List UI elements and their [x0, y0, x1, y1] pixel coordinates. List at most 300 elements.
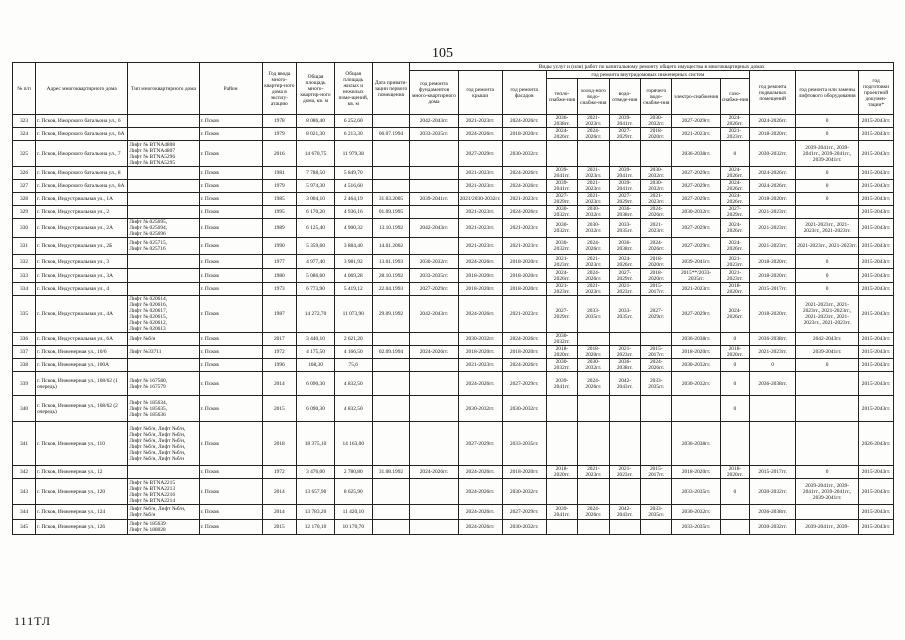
row-area-living: 11 073,90 — [334, 296, 372, 333]
row-number: 334 — [13, 283, 36, 296]
row-heating: 2024-2026гг. — [546, 128, 577, 141]
row-number: 327 — [13, 180, 36, 193]
row-facade: 2018-2020гг. — [502, 346, 546, 359]
row-foundation — [410, 479, 458, 505]
row-facade: 2030-2032гг. — [502, 520, 546, 535]
row-sewer: 2036-2038гг. — [609, 359, 640, 372]
row-facade: 2021-2023гг. — [502, 219, 546, 238]
row-electric: 2018-2020гг. — [672, 346, 720, 359]
row-hot-water — [641, 333, 672, 346]
row-electric: 2018-2020гг. — [672, 466, 720, 479]
row-type — [128, 466, 199, 479]
row-district: г. Псков — [199, 333, 262, 346]
row-district: г. Псков — [199, 396, 262, 422]
row-area-total: 14 272,70 — [297, 296, 335, 333]
row-sewer: 2027-2029гг. — [609, 128, 640, 141]
row-privatization-date — [372, 359, 410, 372]
row-electric: 2027-2029гг. — [672, 238, 720, 255]
row-area-total: 3 440,10 — [297, 333, 335, 346]
row-gas: 2024-2026гг. — [720, 193, 749, 206]
row-facade: 2030-2032гг. — [502, 141, 546, 167]
row-sewer: 2021-2023гг. — [609, 466, 640, 479]
row-type: Лифт №б/н, Лифт №б/н, Лифт №б/н — [128, 505, 199, 520]
row-address: г. Псков, Инженерная ул., 110 — [36, 422, 128, 466]
row-heating: 2030-2032гг. — [546, 206, 577, 219]
row-area-living: 4 069,28 — [334, 269, 372, 283]
row-type: Лифт № BTNA2215 Лифт № BTNA2213 Лифт № BTNA2216 Лифт № BTNA2214 — [128, 479, 199, 505]
row-privatization-date — [372, 396, 410, 422]
row-district: г. Псков — [199, 269, 262, 283]
row-cold-water: 2021-2023гг. — [578, 255, 609, 269]
row-gas: 0 — [720, 372, 749, 396]
row-docs: 2015-2043гг. — [859, 479, 894, 505]
row-privatization-date — [372, 141, 410, 167]
row-year: 2014 — [262, 505, 297, 520]
row-heating — [546, 141, 577, 167]
header-heating: тепло-снабже-ния — [546, 79, 577, 115]
row-address: г. Псков, Индустриальная ул., 1А — [36, 193, 128, 206]
row-address: г. Псков, Инженерная ул., 100А — [36, 359, 128, 372]
row-area-total: 4 977,40 — [297, 255, 335, 269]
table-row — [13, 193, 894, 206]
row-privatization-date: 13.01.1993 — [372, 255, 410, 269]
header-inner-systems: год ремонта внутридомовых инженерных систем — [546, 71, 749, 79]
row-area-living: 6 213,30 — [334, 128, 372, 141]
row-basement: 0 — [750, 359, 796, 372]
header-sewer: водо-отведе-ния — [609, 79, 640, 115]
row-facade: 2018-2020гг. — [502, 269, 546, 283]
row-basement: 2024-2026гг. — [750, 115, 796, 128]
row-electric: 2027-2029гг. — [672, 296, 720, 333]
row-area-living: 10 170,70 — [334, 520, 372, 535]
row-year: 1979 — [262, 180, 297, 193]
row-sewer — [609, 422, 640, 466]
row-address: г. Псков, Индустриальная ул., 6А — [36, 333, 128, 346]
row-heating: 2039-2041гг. — [546, 167, 577, 180]
table-row — [13, 296, 894, 333]
row-docs: 2015-2043гг. — [859, 180, 894, 193]
row-type: Лифт № 025715, Лифт № 025716 — [128, 238, 199, 255]
row-facade: 2033-2035гг. — [502, 422, 546, 466]
row-type — [128, 115, 199, 128]
header-basement: год ремонта подвальных помещений — [750, 71, 796, 115]
row-gas: 2018-2020гг. — [720, 466, 749, 479]
row-roof: 2024-2026гг. — [458, 296, 502, 333]
row-area-living: 4 832,50 — [334, 372, 372, 396]
row-basement: 2018-2020гг. — [750, 128, 796, 141]
row-number: 339 — [13, 372, 36, 396]
row-facade: 2021-2023гг. — [502, 296, 546, 333]
row-hot-water: 2021-2023гг. — [641, 219, 672, 238]
row-address: г. Псков, Ижорского батальона ул., 6 — [36, 115, 128, 128]
row-basement: 2015-2017гг. — [750, 283, 796, 296]
row-docs: 2015-2043гг. — [859, 466, 894, 479]
row-electric: 2027-2029гг. — [672, 180, 720, 193]
row-docs: 2015-2043гг. — [859, 396, 894, 422]
row-district: г. Псков — [199, 180, 262, 193]
row-year: 1973 — [262, 283, 297, 296]
row-year: 1977 — [262, 255, 297, 269]
row-area-living: 4 166,50 — [334, 346, 372, 359]
row-electric: 2030-2032гг. — [672, 359, 720, 372]
row-foundation — [410, 520, 458, 535]
row-elevator: 2021-2023гг., 2021-2023гг., 2021-2023гг., 2021-2023гг., 2021-2023гг., 2021-2023гг. — [796, 296, 859, 333]
table-row — [13, 219, 894, 238]
row-area-total: 18 375,10 — [297, 422, 335, 466]
row-facade: 2027-2029гг. — [502, 505, 546, 520]
row-sewer: 2036-2038гг. — [609, 238, 640, 255]
row-hot-water: 2018-2020гг. — [641, 255, 672, 269]
table-row — [13, 466, 894, 479]
row-area-total: 5 974,30 — [297, 180, 335, 193]
row-year: 1987 — [262, 296, 297, 333]
row-address: г. Псков, Индустриальная ул., 4 — [36, 283, 128, 296]
header-hot-water: горячего водо-снабже-ния — [641, 79, 672, 115]
row-elevator: 0 — [796, 180, 859, 193]
row-gas: 0 — [720, 396, 749, 422]
row-hot-water: 2015-2017гг. — [641, 466, 672, 479]
row-basement: 2036-2038гг. — [750, 505, 796, 520]
row-roof: 2024-2026гг. — [458, 372, 502, 396]
row-year: 1985 — [262, 193, 297, 206]
row-number: 337 — [13, 346, 36, 359]
row-year: 1972 — [262, 346, 297, 359]
row-area-living: 2 780,80 — [334, 466, 372, 479]
row-number: 335 — [13, 296, 36, 333]
row-address: г. Псков, Ижорского батальона ул., 8А — [36, 180, 128, 193]
row-area-living: 4 936,16 — [334, 206, 372, 219]
row-facade: 2018-2020гг. — [502, 255, 546, 269]
row-cold-water: 2021-2023гг. — [578, 180, 609, 193]
row-year: 2018 — [262, 422, 297, 466]
row-cold-water: 2024-2026гг. — [578, 505, 609, 520]
row-type: Лифт № 025695, Лифт № 025694, Лифт № 025696 — [128, 219, 199, 238]
row-docs: 2015-2043гг. — [859, 359, 894, 372]
row-district: г. Псков — [199, 479, 262, 505]
row-gas: 2024-2026гг. — [720, 296, 749, 333]
row-gas: 2018-2020гг. — [720, 283, 749, 296]
row-address: г. Псков, Индустриальная ул., 2 — [36, 206, 128, 219]
row-sewer: 2021-2023гг. — [609, 283, 640, 296]
row-foundation — [410, 180, 458, 193]
row-gas: 2024-2026гг. — [720, 167, 749, 180]
row-foundation — [410, 359, 458, 372]
row-electric: 2033-2035гг. — [672, 479, 720, 505]
row-privatization-date: 28.10.1992 — [372, 269, 410, 283]
table-row — [13, 269, 894, 283]
row-heating: 2030-2032гг. — [546, 219, 577, 238]
row-privatization-date: 13.10.1992 — [372, 219, 410, 238]
table-row — [13, 180, 894, 193]
row-docs: 2015-2043гг. — [859, 520, 894, 535]
row-address: г. Псков, Индустриальная ул., 2Б — [36, 238, 128, 255]
row-gas: 2027-2029гг. — [720, 206, 749, 219]
row-area-living: 11 420,10 — [334, 505, 372, 520]
row-district: г. Псков — [199, 520, 262, 535]
row-elevator — [796, 396, 859, 422]
row-privatization-date: 01.09.1995 — [372, 206, 410, 219]
row-electric: 2036-2038гг. — [672, 422, 720, 466]
row-sewer: 2039-2041гг. — [609, 115, 640, 128]
row-electric: 2033-2035гг. — [672, 520, 720, 535]
row-electric: 2027-2029гг. — [672, 115, 720, 128]
row-address: г. Псков, Индустриальная ул., 2А — [36, 219, 128, 238]
row-foundation — [410, 422, 458, 466]
footer-mark: 111ТЛ — [14, 614, 51, 628]
row-elevator: 2039-2041гг., 2039-2041гг., 2039-2041гг., 2039-2041гг. — [796, 479, 859, 505]
row-facade: 2024-2026гг. — [502, 333, 546, 346]
row-elevator: 2042-2043гг. — [796, 333, 859, 346]
row-foundation: 2042-2043гг. — [410, 296, 458, 333]
row-basement — [750, 396, 796, 422]
row-docs: 2015-2043гг. — [859, 238, 894, 255]
row-foundation: 2024-2026гг. — [410, 346, 458, 359]
row-facade: 2024-2026гг. — [502, 206, 546, 219]
row-elevator: 2021-2023гг., 2021-2023гг. — [796, 238, 859, 255]
row-area-total: 3 004,10 — [297, 193, 335, 206]
row-area-living: 3 884,40 — [334, 238, 372, 255]
row-heating: 2018-2020гг. — [546, 346, 577, 359]
row-roof: 2027-2029гг. — [458, 422, 502, 466]
row-district: г. Псков — [199, 346, 262, 359]
row-electric: 2039-2041гг. — [672, 255, 720, 269]
row-type — [128, 193, 199, 206]
row-address: г. Псков, Инженерная ул., 10/6 — [36, 346, 128, 359]
row-year: 1979 — [262, 128, 297, 141]
row-hot-water: 2030-2032гг. — [641, 115, 672, 128]
row-privatization-date — [372, 167, 410, 180]
row-elevator — [796, 372, 859, 396]
row-gas: 2024-2026гг. — [720, 219, 749, 238]
row-electric — [672, 396, 720, 422]
row-hot-water — [641, 141, 672, 167]
table-body — [13, 115, 894, 535]
row-heating: 2024-2026гг. — [546, 269, 577, 283]
row-hot-water — [641, 396, 672, 422]
row-number: 330 — [13, 219, 36, 238]
row-facade: 2027-2029гг. — [502, 372, 546, 396]
row-electric: 2030-2032гг. — [672, 372, 720, 396]
table-row — [13, 520, 894, 535]
header-num: № п/п — [13, 63, 36, 115]
header-privatization-date: Дата привати-зации первого помещения — [372, 63, 410, 115]
row-electric: 2021-2023гг. — [672, 283, 720, 296]
row-facade: 2018-2020гг. — [502, 466, 546, 479]
row-area-total: 6 090,30 — [297, 396, 335, 422]
row-district: г. Псков — [199, 193, 262, 206]
row-year: 1981 — [262, 167, 297, 180]
row-facade: 2021-2023гг. — [502, 193, 546, 206]
row-elevator: 0 — [796, 269, 859, 283]
row-sewer — [609, 520, 640, 535]
row-district: г. Псков — [199, 141, 262, 167]
row-type — [128, 206, 199, 219]
row-gas — [720, 422, 749, 466]
row-basement: 2021-2023гг. — [750, 206, 796, 219]
row-roof: 2024-2026гг. — [458, 479, 502, 505]
table-row — [13, 346, 894, 359]
row-hot-water — [641, 422, 672, 466]
row-basement: 2018-2020гг. — [750, 296, 796, 333]
table-row — [13, 141, 894, 167]
row-cold-water: 2021-2023гг. — [578, 283, 609, 296]
row-type — [128, 167, 199, 180]
row-type — [128, 283, 199, 296]
row-privatization-date: 02.09.1994 — [372, 346, 410, 359]
row-address: г. Псков, Индустриальная ул., 3 — [36, 255, 128, 269]
row-foundation: 2039-2041гг. — [410, 193, 458, 206]
row-gas — [720, 520, 749, 535]
row-hot-water: 2018-2020гг. — [641, 269, 672, 283]
row-gas: 2021-2023гг. — [720, 255, 749, 269]
row-heating — [546, 396, 577, 422]
row-number: 323 — [13, 115, 36, 128]
row-sewer: 2027-2029гг. — [609, 193, 640, 206]
row-privatization-date: 31.03.2005 — [372, 193, 410, 206]
row-roof: 2024-2026гг. — [458, 128, 502, 141]
header-cold-water: холод-ного водо-снабже-ния — [578, 79, 609, 115]
capital-repair-table-container — [12, 62, 894, 614]
row-number: 342 — [13, 466, 36, 479]
row-elevator: 0 — [796, 193, 859, 206]
row-electric: 2027-2029гг. — [672, 167, 720, 180]
row-facade: 2018-2020гг. — [502, 128, 546, 141]
row-address: г. Псков, Инженерная ул., 108/62 (2 очередь) — [36, 396, 128, 422]
capital-repair-table — [12, 62, 894, 535]
row-docs: 2015-2043гг. — [859, 255, 894, 269]
row-area-living: 4 900,32 — [334, 219, 372, 238]
table-row — [13, 422, 894, 466]
row-docs: 2015-2043гг. — [859, 346, 894, 359]
row-area-living: 2 464,19 — [334, 193, 372, 206]
row-district: г. Псков — [199, 296, 262, 333]
row-hot-water — [641, 479, 672, 505]
row-privatization-date: 14.01.2002 — [372, 238, 410, 255]
row-basement: 2021-2023гг. — [750, 238, 796, 255]
row-area-total: 168,30 — [297, 359, 335, 372]
row-number: 325 — [13, 141, 36, 167]
row-roof: 2018-2020гг. — [458, 283, 502, 296]
row-roof: 2024-2026гг. — [458, 255, 502, 269]
row-gas: 0 — [720, 333, 749, 346]
row-electric: 2021-2023гг. — [672, 128, 720, 141]
row-heating: 2021-2023гг. — [546, 255, 577, 269]
row-privatization-date — [372, 333, 410, 346]
row-roof: 2024-2026гг. — [458, 505, 502, 520]
row-sewer: 2042-2043гг. — [609, 505, 640, 520]
header-area-living: Общая площадь жилых и нежилых поме-щений, кв. м — [334, 63, 372, 115]
row-area-living: 5 419,12 — [334, 283, 372, 296]
row-roof: 2021-2023гг. — [458, 115, 502, 128]
table-row — [13, 238, 894, 255]
row-roof: 2027-2029гг. — [458, 141, 502, 167]
row-roof: 2021-2023гг. — [458, 180, 502, 193]
row-area-total: 5 359,60 — [297, 238, 335, 255]
row-docs: 2015-2043гг. — [859, 505, 894, 520]
row-foundation: 2042-2043гг. — [410, 115, 458, 128]
row-cold-water: 2021-2023гг. — [578, 115, 609, 128]
row-hot-water: 2024-2026гг. — [641, 206, 672, 219]
row-area-living: 2 621,20 — [334, 333, 372, 346]
row-sewer: 2033-2035гг. — [609, 219, 640, 238]
row-elevator — [796, 422, 859, 466]
row-area-living: 3 981,92 — [334, 255, 372, 269]
row-docs: 2015-2043гг. — [859, 219, 894, 238]
row-foundation — [410, 141, 458, 167]
row-cold-water: 2024-2026гг. — [578, 269, 609, 283]
row-facade: 2030-2032гг. — [502, 479, 546, 505]
row-privatization-date — [372, 505, 410, 520]
row-electric: 2030-2032гг. — [672, 505, 720, 520]
row-address: г. Псков, Инженерная ул., 124 — [36, 505, 128, 520]
row-number: 329 — [13, 206, 36, 219]
table-row — [13, 372, 894, 396]
row-gas: 2024-2026гг. — [720, 115, 749, 128]
row-area-total: 12 170,10 — [297, 520, 335, 535]
row-basement: 2036-2038гг. — [750, 333, 796, 346]
header-gas: газо-снабже-ния — [720, 79, 749, 115]
header-roof: год ремонта крыши — [458, 71, 502, 115]
header-facade: год ремонта фасадов — [502, 71, 546, 115]
row-heating: 2018-2020гг. — [546, 466, 577, 479]
row-elevator: 0 — [796, 466, 859, 479]
row-heating: 2030-2032гг. — [546, 238, 577, 255]
row-hot-water: 2030-2032гг. — [641, 180, 672, 193]
row-district: г. Псков — [199, 128, 262, 141]
row-heating — [546, 479, 577, 505]
row-privatization-date: 31.08.1992 — [372, 466, 410, 479]
row-foundation — [410, 167, 458, 180]
row-basement: 2024-2026гг. — [750, 180, 796, 193]
page-number: 105 — [432, 46, 453, 61]
row-privatization-date — [372, 422, 410, 466]
row-gas: 2024-2026гг. — [720, 180, 749, 193]
row-hot-water: 2030-2032гг. — [641, 167, 672, 180]
row-cold-water — [578, 520, 609, 535]
row-gas: 2021-2023гг. — [720, 269, 749, 283]
row-cold-water: 2024-2026гг. — [578, 372, 609, 396]
row-hot-water: 2015-2017гг. — [641, 346, 672, 359]
table-row — [13, 167, 894, 180]
row-heating: 2027-2029гг. — [546, 193, 577, 206]
row-type — [128, 180, 199, 193]
row-area-total: 8 086,40 — [297, 115, 335, 128]
row-cold-water — [578, 396, 609, 422]
row-elevator: 0 — [796, 167, 859, 180]
row-sewer: 2027-2029гг. — [609, 269, 640, 283]
row-area-total: 3 476,00 — [297, 466, 335, 479]
row-type: Лифт №б/н — [128, 333, 199, 346]
row-area-living: 8 625,90 — [334, 479, 372, 505]
row-type — [128, 255, 199, 269]
row-year: 2015 — [262, 520, 297, 535]
row-type — [128, 269, 199, 283]
row-cold-water: 2018-2020гг. — [578, 346, 609, 359]
row-area-living: 6 252,60 — [334, 115, 372, 128]
row-electric: 2036-2038гг. — [672, 141, 720, 167]
row-area-living: 5 849,70 — [334, 167, 372, 180]
row-area-total: 4 175,50 — [297, 346, 335, 359]
row-type: Лифт № 185639 Лифт № 188028 — [128, 520, 199, 535]
row-cold-water: 2021-2023гг. — [578, 167, 609, 180]
row-number: 328 — [13, 193, 36, 206]
row-district: г. Псков — [199, 505, 262, 520]
row-number: 332 — [13, 255, 36, 269]
header-year: Год ввода много-квартир-ного дома в эксплу-атацию — [262, 63, 297, 115]
row-address: г. Псков, Инженерная ул., 120 — [36, 479, 128, 505]
row-address: г. Псков, Инженерная ул., 12 — [36, 466, 128, 479]
table-row — [13, 255, 894, 269]
